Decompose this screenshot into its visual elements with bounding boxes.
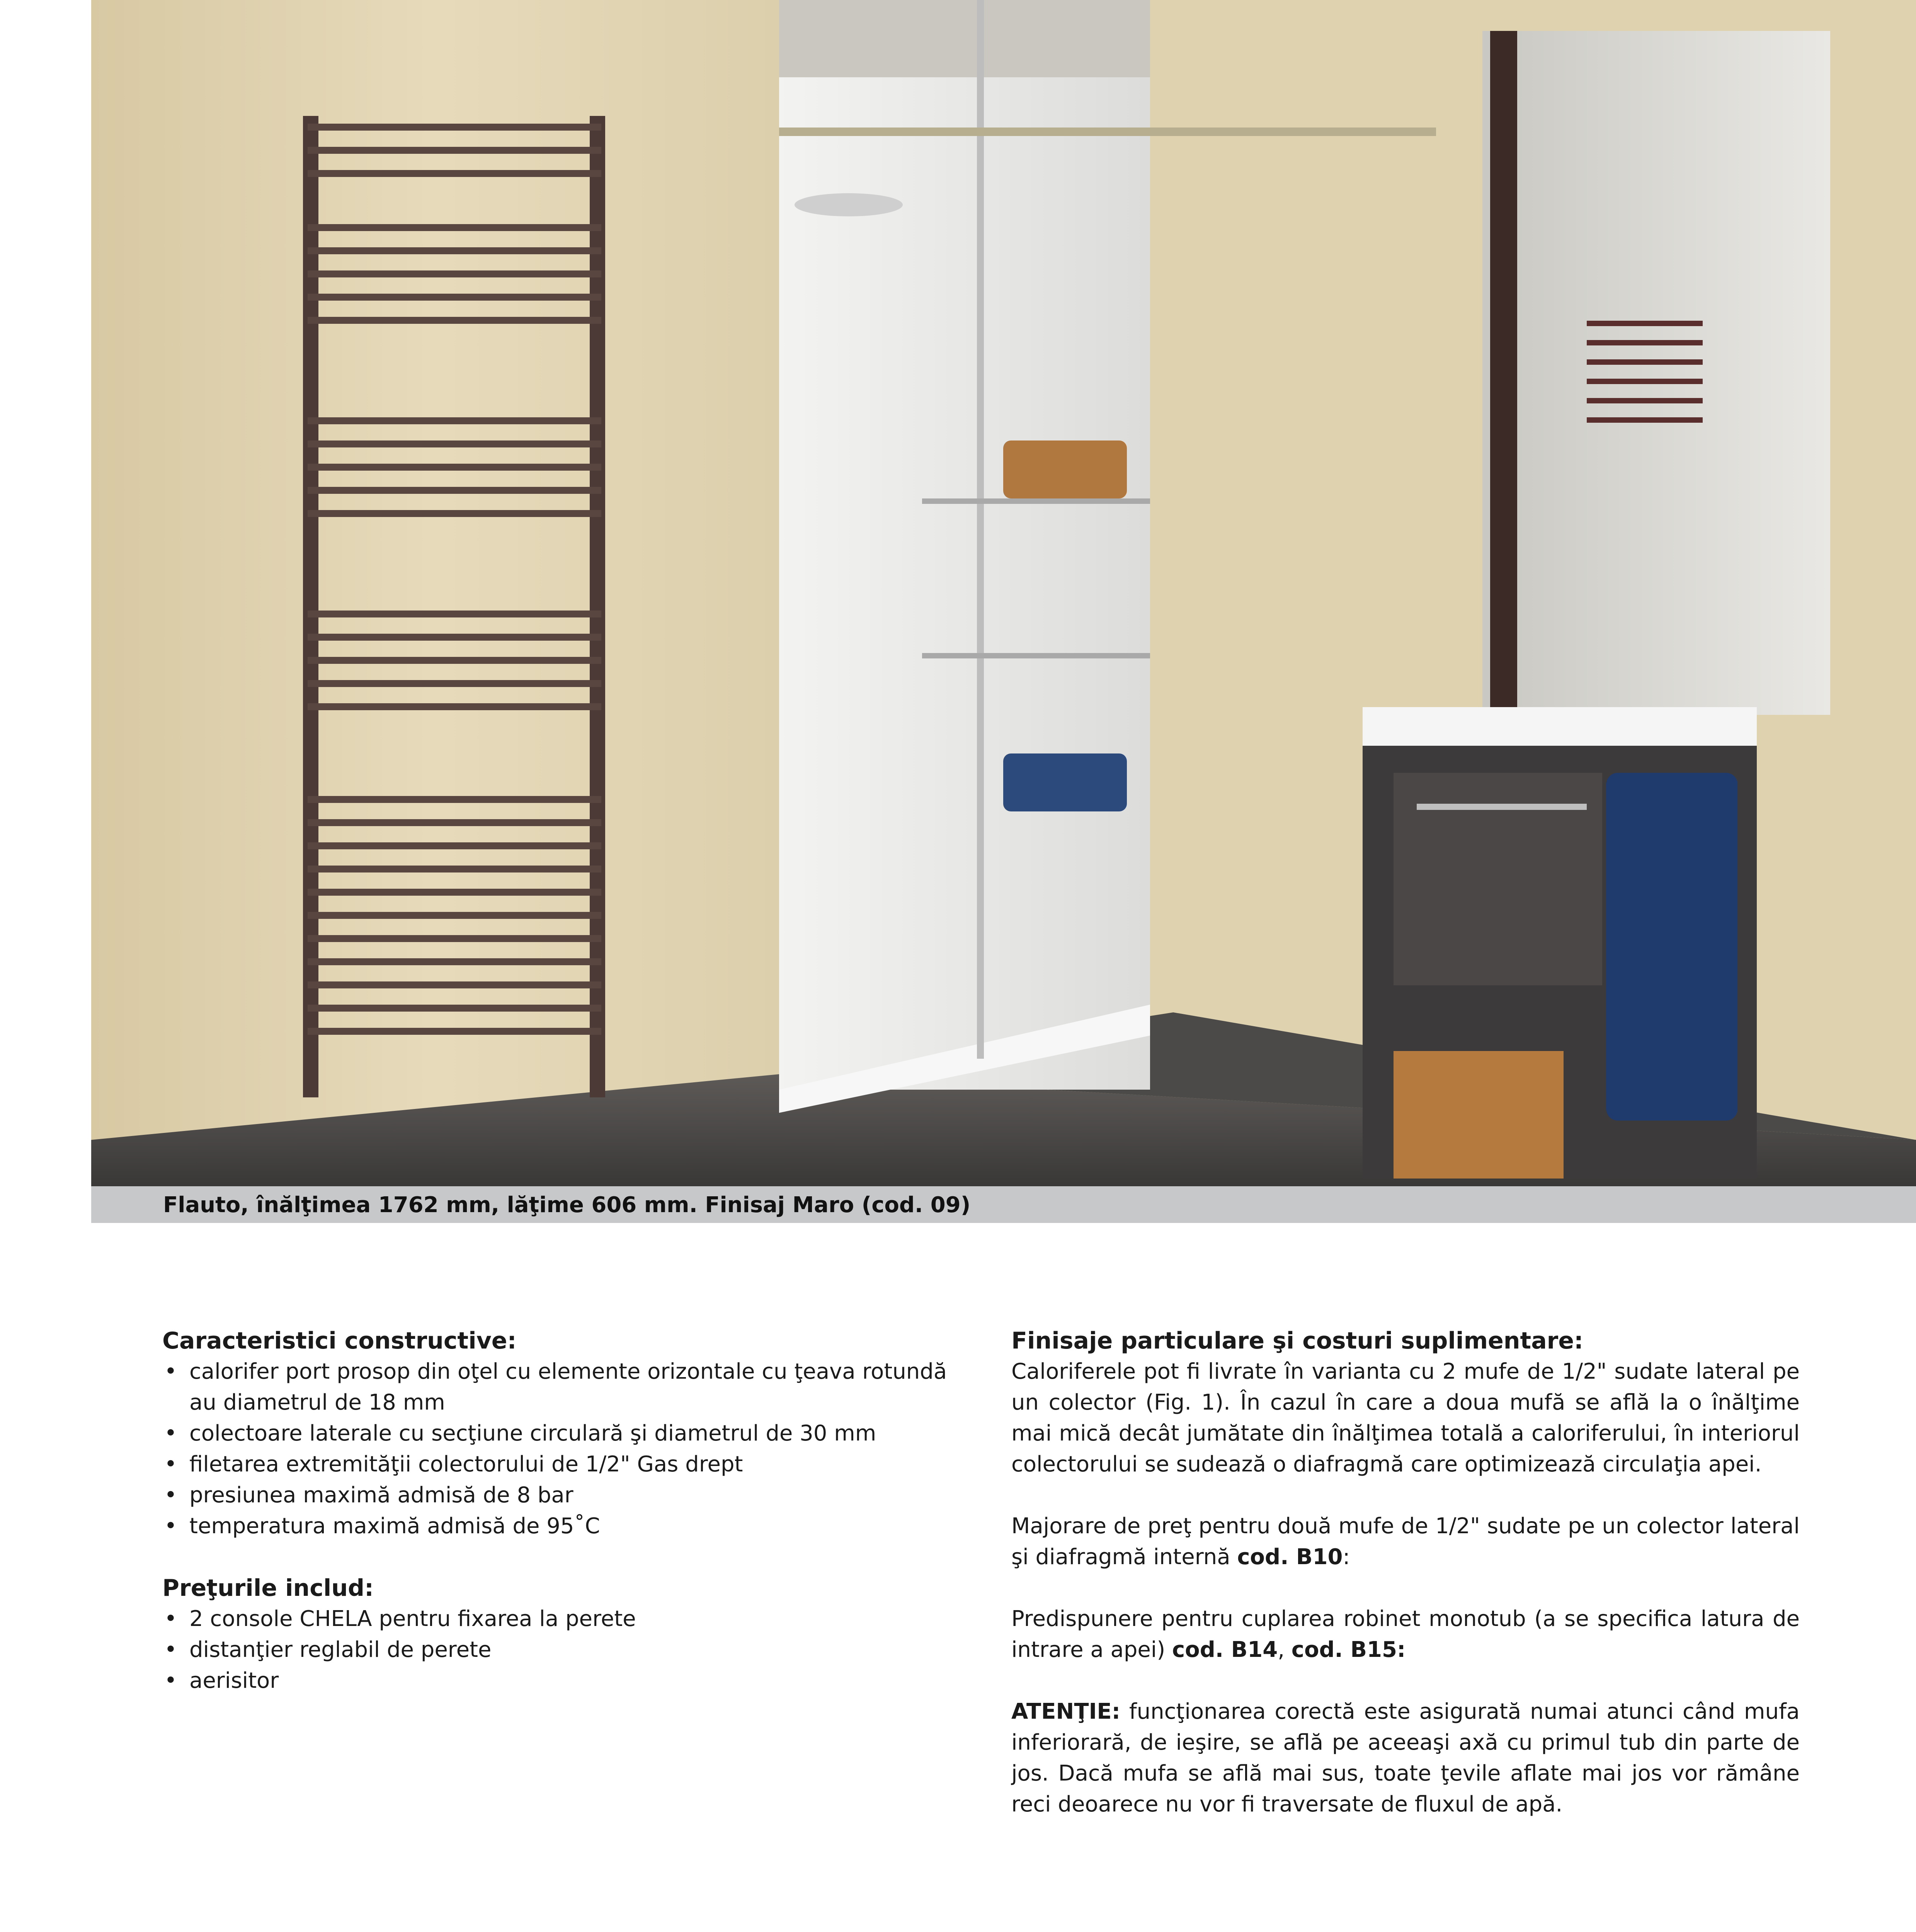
monotube-paragraph: Predispunere pentru cuplarea robinet monotub (a se specifica latura de intrare a apei) cod. B14, cod. B15: (1011, 1606, 1800, 1662)
list-item: • temperatura maximă admisă de 95˚C (162, 1511, 974, 1542)
construction-features-heading: Caracteristici constructive: (162, 1327, 517, 1354)
code-b15: cod. B15: (1291, 1637, 1406, 1662)
list-item: • distanţier reglabil de perete (162, 1634, 974, 1665)
warning-label: ATENŢIE: (1011, 1699, 1120, 1724)
right-column (1011, 1325, 1800, 1851)
special-finishes-paragraph: Caloriferele pot fi livrate în varianta cu 2 mufe de 1/2" sudate lateral pe un colector (Fig. 1). În cazul în care a doua mufă se află la o înălţime mai mică decât jumătate din înălţimea totală a caloriferului, în interiorul colectorului se sudează o diafragmă care optimizează circulaţia apei. (1011, 1359, 1800, 1477)
photo-caption: Flauto, înălţimea 1762 mm, lăţime 606 mm. Finisaj Maro (cod. 09) (163, 1192, 971, 1218)
list-item: • calorifer port prosop din oţel cu elemente orizontale cu ţeava rotundă au diametrul de 18 mm (162, 1356, 974, 1418)
prices-include-list (162, 1604, 974, 1696)
list-item: • colectoare laterale cu secţiune circulară şi diametrul de 30 mm (162, 1418, 974, 1449)
code-b14: cod. B14 (1172, 1637, 1278, 1662)
special-finishes-heading: Finisaje particulare şi costuri suplimentare: (1011, 1327, 1583, 1354)
list-item: • presiunea maximă admisă de 8 bar (162, 1480, 974, 1511)
construction-features-list (162, 1356, 974, 1542)
warning-paragraph: ATENŢIE: funcţionarea corectă este asigurată numai atunci când mufa inferiorară, de ieşire, se află pe aceeaşi axă cu primul tub din parte de jos. Dacă mufa se află mai sus, toate ţevile aflate mai jos vor rămâne reci deoarece nu vor fi traversate de fluxul de apă. (1011, 1699, 1800, 1817)
price-increase-paragraph: Majorare de preţ pentru două mufe de 1/2" sudate pe un colector lateral şi diafragmă internă cod. B10: (1011, 1514, 1800, 1570)
left-column (162, 1325, 974, 1696)
prices-include-heading: Preţurile includ: (162, 1575, 374, 1602)
hero-photo (91, 0, 1916, 1186)
photo-caption-bar (91, 1186, 1916, 1223)
list-item: • aerisitor (162, 1665, 974, 1696)
code-b10: cod. B10 (1237, 1544, 1343, 1570)
list-item: • 2 console CHELA pentru fixarea la perete (162, 1604, 974, 1634)
bathroom-photo-icon (91, 0, 1916, 1186)
list-item: • filetarea extremităţii colectorului de 1/2" Gas drept (162, 1449, 974, 1480)
